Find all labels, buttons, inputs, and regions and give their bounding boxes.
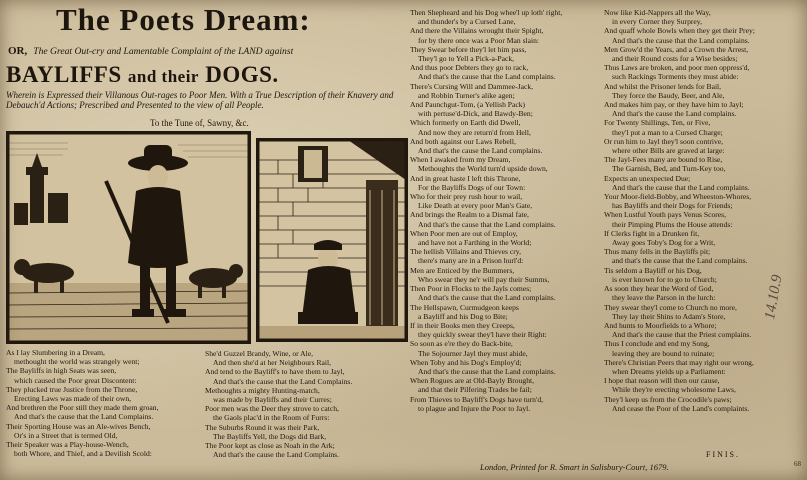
verse-line: Thus Laws are broken, and poor men oppress'd, — [604, 63, 750, 73]
verse-line: Your Moor-field-Bobby, and Wheeston-Whores, — [604, 192, 752, 202]
verse-line: leaving they are bound to ruinate; — [612, 348, 715, 358]
verse-line: They'l keep us from the Crocodile's paws; — [604, 394, 732, 404]
verse-line: Then Poor in Flocks to the Jayls comes; — [410, 284, 532, 294]
verse-line: The Sojourner Jayl they must abide, — [418, 348, 528, 358]
verse-line: Men Grow'd the Years, and a Crown the Arrest, — [604, 44, 749, 54]
verse-line: The hellish Villains and Thieves cry, — [410, 247, 521, 257]
verse-line: When Toby and his Dog's Employ'd; — [410, 357, 522, 367]
verse-line: Who for their prey rush hour to wail, — [410, 192, 523, 202]
verse-line: And then she'd at her Neighbours Rail, — [213, 358, 331, 368]
verse-line: And that's the cause that the Land complains. — [612, 182, 750, 192]
verse-line: They Swear before they'l let him pass, — [410, 44, 527, 54]
verse-line: And both against our Laws Rebell, — [410, 136, 516, 146]
verse-line: If in their Books men they Creeps, — [410, 320, 515, 330]
verse-line: When I awaked from my Dream, — [410, 155, 511, 165]
verse-line: The Jayl-Fees many are bound to Rise, — [604, 155, 723, 165]
verse-line: they quickly swear they'l have their Right: — [418, 330, 547, 340]
verse-line: And that's the cause that the Priest complains. — [612, 330, 752, 340]
verse-line: and that's the cause that the Land complains. — [612, 256, 748, 266]
handwritten-annotation: 14.10.9 — [762, 273, 786, 321]
verse-line: methought the world was strangely went; — [14, 357, 140, 367]
verse-line: The Hellspawn, Curmudgeon keeps — [410, 302, 519, 312]
verse-line: The Suburbs Round it was their Park, — [205, 422, 320, 432]
verse-line: And that's the cause that the Land complains. — [418, 366, 556, 376]
verse-line: Methoughts the World turn'd upside down, — [418, 164, 548, 174]
verse-line: Then Shepheard and his Dog whee'l up loth' right, — [410, 8, 563, 17]
verse-line: I hope that reason will then our cause, — [604, 376, 720, 386]
verse-line: and have not a Farthing in the World; — [418, 238, 532, 248]
woodcut-right-image — [256, 138, 408, 342]
verse-line: and their Round costs for a Wise besides; — [612, 54, 738, 64]
woodcut-left-drawing — [8, 133, 249, 342]
verse-line: such Rackings Torments they must abide: — [612, 72, 739, 82]
verse-line: And makes him pay, or they have him to Jayl; — [604, 100, 744, 110]
verse-line: Thus many fells in the Bayliffs pit; — [604, 247, 711, 257]
imprint-line: London, Printed for R. Smart in Salisbury-Court, 1679. — [480, 462, 669, 472]
verse-line: They lay their Shins to Adam's Store, — [612, 311, 726, 321]
verse-line: where other Bills are graved at large: — [612, 146, 725, 156]
verse-line: For the Bayliffs Dogs of our Town: — [418, 182, 526, 192]
headline-bayliffs — [6, 62, 279, 88]
verse-line: And whilst the Prisoner lends for Bail, — [604, 81, 722, 91]
verse-line: And brings the Realm to a Dismal fate, — [410, 210, 529, 220]
verse-column-2 — [205, 349, 405, 459]
verse-line: And that's the cause that the Land complains. — [612, 35, 750, 45]
corner-mark: 68 — [794, 460, 801, 468]
page-title: The Poets Dream: — [56, 2, 311, 37]
headline-part-a: BAYLIFFS — [6, 62, 122, 87]
verse-line: The Bayliffs Yell, the Dogs did Bark, — [213, 431, 327, 441]
headline-part-b: and their — [127, 67, 199, 86]
subtitle-or: OR, — [8, 45, 28, 57]
verse-line: The Bayliffs in high Seats was seen, — [6, 366, 117, 376]
woodcut-right-drawing — [258, 140, 406, 340]
verse-line: Thus I conclude and end my Song, — [604, 339, 710, 349]
verse-line: And that's the cause that the Land Complains. — [213, 376, 353, 386]
verse-line: is ever known for to go to Church; — [612, 274, 717, 284]
verse-line: They plucked true Justice from the Throne, — [6, 384, 138, 394]
verse-line: the Gaols plac'd in the Room of Furrs: — [213, 413, 330, 423]
verse-line: Tis seldom a Bayliff or his Dog, — [604, 265, 702, 275]
verse-line: And in great haste I left this Throne, — [410, 173, 521, 183]
verse-column-3 — [410, 8, 606, 413]
verse-line: While they're erecting wholesome Laws, — [612, 385, 736, 395]
verse-line: And that's the cause that the Land complains. — [418, 293, 556, 303]
verse-line: and Robbin Turner's alike agen; — [418, 90, 515, 100]
verse-line: The Poor kept as close as Noah in the Ark; — [205, 441, 335, 451]
verse-line: with pertuse'd-Dick, and Bawdy-Ben; — [418, 109, 533, 119]
verse-line: and thunder's by a Cursed Lane, — [418, 17, 516, 27]
finis-label: FINIS. — [706, 450, 741, 459]
verse-line: From Thieves to Bayliff's Dogs have turn'd, — [410, 394, 544, 404]
verse-line: As I lay Slumbering in a Dream, — [6, 348, 105, 357]
verse-line: Or run him to Jayl they'l soon contrive, — [604, 136, 724, 146]
verse-line: And tend to the Bayliff's to have them to Jayl, — [205, 367, 345, 377]
verse-line: The Garnish, Bed, and Turn-Key too, — [612, 164, 726, 174]
subtitle-text: The Great Out-cry and Lamentable Complaint of the LAND against — [33, 46, 294, 57]
woodcut-left-image — [6, 131, 251, 344]
subtitle — [8, 45, 402, 57]
verse-line: Their Sporting House was an Ale-wives Bench, — [6, 421, 151, 431]
verse-line: As soon they hear the Word of God, — [604, 284, 714, 294]
description: Wherein is Expressed their Villanous Out-rages to Poor Men. With a True Description of their Knavery and Debauch'd Actions; Prescribed and Presented to the view of all People. — [6, 90, 394, 110]
tune-line: To the Tune of, Sawny, &c. — [150, 118, 249, 128]
verse-line: If Clerks fight in a Drunken fit, — [604, 228, 700, 238]
verse-line: a Bayliff and his Dog to Bite; — [418, 311, 508, 321]
verse-line: Erecting Laws was made of their own, — [14, 394, 132, 404]
verse-line: And that's the cause that the Land Complains. — [14, 412, 154, 422]
verse-line: For Twenty Shillings, Ten, or Five, — [604, 118, 711, 128]
verse-line: they'l put a man to a Cursed Charge; — [612, 127, 723, 137]
verse-line: Poor men was the Deer they strove to catch, — [205, 404, 339, 414]
verse-line: They force the Baudy, Beer, and Ale, — [612, 90, 725, 100]
headline-part-c: DOGS. — [205, 62, 279, 87]
verse-line: their Pimping Plums the House attends: — [612, 219, 733, 229]
verse-line: When Poor men are out of Employ, — [410, 228, 518, 238]
verse-line: And there the Villains wrought their Spight, — [410, 26, 544, 36]
verse-line: They'l go to Yell a Pick-a-Pack, — [418, 54, 515, 64]
verse-line: When Lustful Youth pays Venus Scores, — [604, 210, 726, 220]
verse-line: And that's the cause the Land complains. — [418, 146, 543, 156]
verse-line: And quaff whole Bowls when they get their Prey; — [604, 26, 755, 36]
verse-line: Now like Kid-Nappers all the Way, — [604, 8, 711, 17]
verse-line: And Paunchgut-Tom, (a Yellish Pack) — [410, 100, 526, 110]
verse-line: Men are Enticed by the Bummers, — [410, 265, 515, 275]
verse-line: which caused the Poor great Discontent: — [14, 375, 137, 385]
verse-line: and that their Pilfering Trades be fail; — [418, 385, 532, 395]
verse-line: She'd Guzzel Brandy, Wine, or Ale, — [205, 349, 313, 358]
verse-line: And that's the cause that the Land complains. — [418, 72, 556, 82]
verse-line: Their Speaker was a Play-house-Wench, — [6, 440, 129, 450]
verse-line: Or's in a Street that is termed Old, — [14, 430, 118, 440]
verse-line: And that's the cause the Land Complains. — [213, 450, 340, 460]
verse-line: And cease the Poor of the Land's complaints. — [612, 403, 750, 413]
verse-line: was made by Bayliffs and their Curres; — [213, 395, 332, 405]
verse-column-4 — [604, 8, 800, 413]
verse-line: And that's the cause the Land complains. — [612, 109, 737, 119]
verse-line: And hunts to Moorfields to a Whore; — [604, 320, 717, 330]
verse-line: So soon as e're they do Back-bite, — [410, 339, 513, 349]
verse-line: And now they are return'd from Hell, — [418, 127, 531, 137]
verse-line: to plague and Injure the Poor to Jayl. — [418, 403, 531, 413]
verse-line: They swear they'l come to Church no more, — [604, 302, 737, 312]
verse-line: when Dreams yields up a Parliament: — [612, 366, 726, 376]
verse-line: both Whore, and Thief, and a Devilish Scold: — [14, 449, 152, 459]
verse-line: And that's the cause that the Land complains. — [418, 219, 556, 229]
verse-line: Away goes Toby's Dog for a Writ, — [612, 238, 716, 248]
verse-line: And brethren the Poor still they made them groan, — [6, 403, 159, 413]
verse-line: When Rogues are at Old-Bayly Brought, — [410, 376, 535, 386]
verse-line: Which formerly on Earth did Dwell, — [410, 118, 521, 128]
verse-line: There's Christian Peers that may right our wrong, — [604, 357, 754, 367]
verse-line: And thus poor Debters they go to rack, — [410, 63, 529, 73]
verse-line: for by there once was a Poor Man slain: — [418, 35, 540, 45]
verse-line: there's many are in a Prison hurl'd: — [418, 256, 524, 266]
verse-column-1 — [6, 348, 202, 458]
verse-line: Methoughts a mighty Hunting-match, — [205, 385, 320, 395]
verse-line: they leave the Parson in the lurch: — [612, 293, 716, 303]
verse-line: has Bayliffs and their Dogs for Friends; — [612, 201, 733, 211]
verse-line: There's Cursing Will and Dammee-Jack, — [410, 81, 534, 91]
verse-line: Expects an unexpected Due; — [604, 173, 691, 183]
verse-line: Who swear they ne'r will pay their Summs, — [418, 274, 550, 284]
verse-line: in every Corner they Surprey, — [612, 17, 702, 27]
verse-line: Like Death at every poor Man's Gate, — [418, 201, 533, 211]
